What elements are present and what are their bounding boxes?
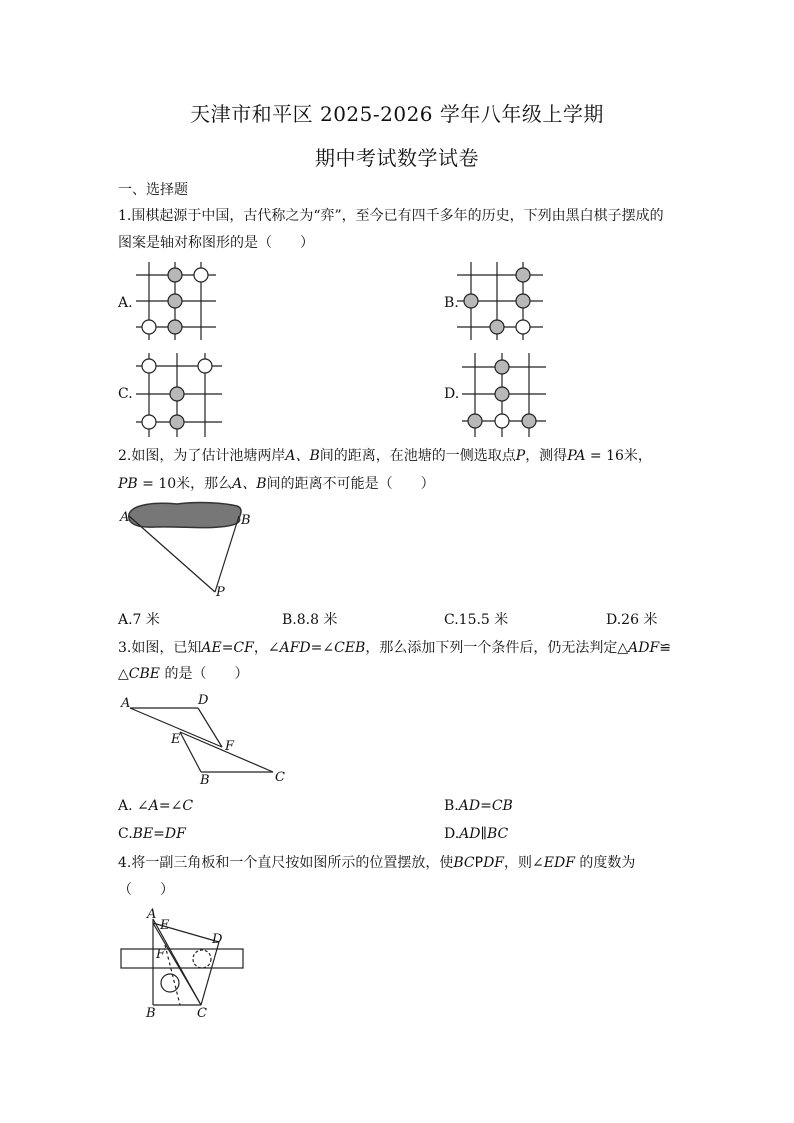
q3-option-a: A. ∠A=∠C <box>118 798 194 814</box>
gray-stone <box>516 294 530 308</box>
white-stone <box>142 415 156 429</box>
q1-text-line1: 1.围棋起源于中国，古代称之为“弈”，至今已有四千多年的历史，下列由黑白棋子摆成的 <box>118 208 664 224</box>
q1-option-b-figure <box>455 262 545 340</box>
q3-point-f: F <box>225 739 235 754</box>
q4-point-b: B <box>146 1006 156 1021</box>
q3-text-line2: △CBE 的是（ ） <box>118 666 249 682</box>
gray-stone <box>495 387 509 401</box>
q3-point-b: B <box>200 773 210 788</box>
q3-option-d: D.AD∥BC <box>444 826 509 842</box>
gray-stone <box>522 414 536 428</box>
white-stone <box>516 320 530 334</box>
q1-option-a-figure <box>128 262 218 340</box>
gray-stone <box>170 415 184 429</box>
q2-option-c: C.15.5 米 <box>444 612 509 628</box>
q3-text-line1: 3.如图，已知AE=CF，∠AFD=∠CEB，那么添加下列一个条件后，仍无法判定△ADF≌ <box>118 640 671 656</box>
q1-option-c-figure <box>134 353 224 437</box>
gray-stone <box>516 268 530 282</box>
q4-point-e: E <box>160 918 170 933</box>
q4-point-a: A <box>147 907 157 922</box>
q1-option-c-label: C. <box>118 386 133 402</box>
white-stone <box>142 359 156 373</box>
q2-option-a: A.7 米 <box>118 612 160 628</box>
white-stone <box>142 320 156 334</box>
ruler <box>121 949 243 968</box>
exam-title-line1: 天津市和平区 2025-2026 学年八年级上学期 <box>190 102 604 126</box>
q3-point-c: C <box>275 770 285 785</box>
q4-point-d: D <box>212 932 223 947</box>
q4-text-line1: 4.将一副三角板和一个直尺按如图所示的位置摆放，使BCPDF，则∠EDF 的度数为 <box>118 855 636 871</box>
gray-stone <box>168 268 182 282</box>
circle-hole <box>161 974 179 992</box>
q3-option-c: C.BE=DF <box>118 826 186 842</box>
q1-text-line2: 图案是轴对称图形的是（ ） <box>118 235 314 251</box>
q2-point-b: B <box>241 513 251 528</box>
q1-option-b-label: B. <box>444 295 459 311</box>
q3-point-e: E <box>171 732 181 747</box>
q2-option-b: B.8.8 米 <box>282 612 338 628</box>
white-stone <box>198 359 212 373</box>
gray-stone <box>490 320 504 334</box>
gray-stone <box>170 387 184 401</box>
q1-option-a-label: A. <box>118 295 133 311</box>
gray-stone <box>468 414 482 428</box>
q2-text-line1: 2.如图，为了估计池塘两岸A、B间的距离，在池塘的一侧选取点P，测得PA = 16米， <box>118 448 652 464</box>
q4-point-f: F <box>156 947 166 962</box>
q1-option-d-figure <box>460 353 550 437</box>
pond-shape <box>129 503 241 528</box>
q4-point-c: C <box>197 1006 207 1021</box>
q3-point-d: D <box>198 693 209 708</box>
gray-stone <box>168 320 182 334</box>
q2-point-p: P <box>216 585 225 600</box>
gray-stone <box>168 294 182 308</box>
q3-point-a: A <box>121 696 131 711</box>
white-stone <box>194 268 208 282</box>
q1-option-d-label: D. <box>444 386 460 402</box>
q3-option-b: B.AD=CB <box>444 798 513 814</box>
q2-text-line2: PB = 10米，那么A、B间的距离不可能是（ ） <box>118 476 435 492</box>
q2-option-d: D.26 米 <box>606 612 658 628</box>
q4-triangle-ruler-figure <box>115 905 255 1020</box>
section-heading: 一、选择题 <box>118 182 188 198</box>
q4-text-line2: （ ） <box>118 882 174 898</box>
q2-point-a: A <box>120 510 130 525</box>
white-stone <box>495 414 509 428</box>
q2-pond-figure <box>115 500 260 605</box>
gray-stone <box>495 360 509 374</box>
gray-stone <box>464 294 478 308</box>
exam-title-line2: 期中考试数学试卷 <box>315 146 479 170</box>
